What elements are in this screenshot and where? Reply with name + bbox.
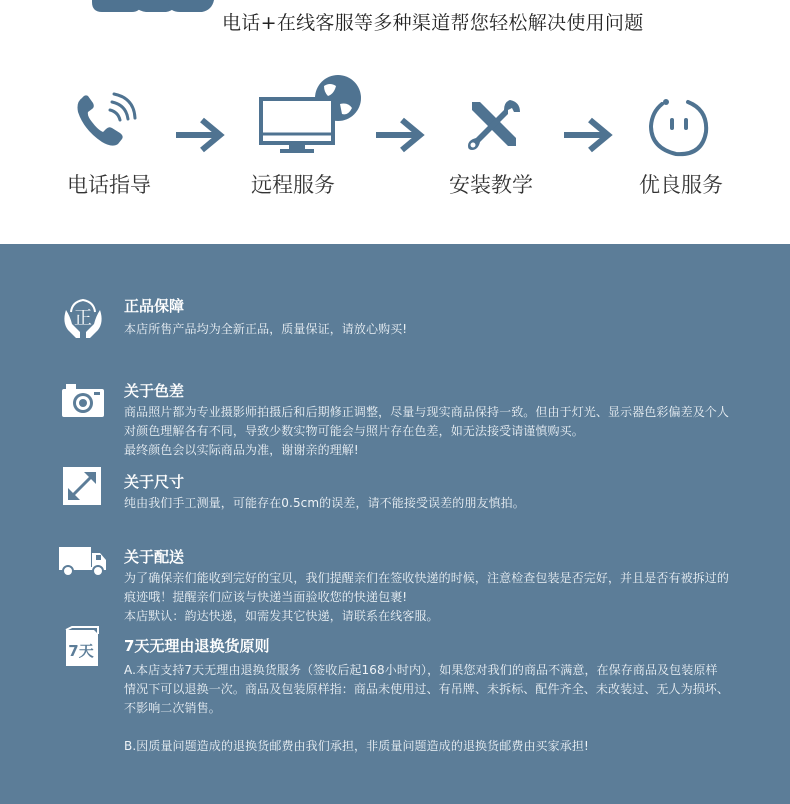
smile-icon: [646, 96, 712, 160]
section-title-authentic: 正品保障: [124, 297, 185, 315]
arrow-right-icon: [562, 116, 614, 154]
resize-icon: [62, 466, 102, 506]
section-title-delivery: 关于配送: [124, 548, 185, 566]
section-text: 纯由我们手工测量，可能存在0.5cm的误差，请不能接受误差的朋友慎拍。: [124, 496, 525, 510]
section-text: 不影响二次销售。: [124, 701, 221, 715]
section-text: B.因质量问题造成的退换货邮费由我们承担，非质量问题造成的退换货邮费由买家承担!: [124, 739, 589, 753]
arrow-right-icon: [174, 116, 226, 154]
service-tagline: 电话+在线客服等多种渠道帮您轻松解决使用问题: [222, 12, 644, 34]
section-text: A.本店支持7天无理由退换货服务（签收后起168小时内），如果您对我们的商品不满意，在保存商品及包装原样: [124, 663, 718, 677]
truck-icon: [58, 545, 108, 577]
arrow-right-icon: [374, 116, 426, 154]
flow-label-service: 优良服务: [639, 173, 723, 197]
authentic-hands-icon: [60, 296, 106, 342]
section-title-color: 关于色差: [124, 382, 185, 400]
section-title-return: 7天无理由退换货原则: [124, 637, 270, 655]
monitor-globe-icon: [258, 74, 364, 154]
section-text: 本店所售产品均为全新正品，质量保证，请放心购买!: [124, 322, 408, 336]
section-text: 痕迹哦！提醒亲们应该与快递当面验收您的快递包裹!: [124, 590, 408, 604]
section-text: 最终颜色会以实际商品为准，谢谢亲的理解!: [124, 443, 359, 457]
section-text: 对颜色理解各有不同，导致少数实物可能会与照片存在色差，如无法接受请谨慎购买。: [124, 424, 584, 438]
tools-icon: [466, 98, 522, 154]
service-channels-banner: [0, 0, 790, 244]
customer-service-group-icon: [88, 0, 218, 18]
flow-label-install: 安装教学: [449, 173, 533, 197]
svg-text:正: 正: [74, 308, 92, 329]
flow-label-remote: 远程服务: [251, 173, 335, 197]
section-text: 本店默认：韵达快递，如需发其它快递，请联系在线客服。: [124, 609, 439, 623]
section-title-size: 关于尺寸: [124, 473, 185, 491]
section-text: 为了确保亲们能收到完好的宝贝，我们提醒亲们在签收快递的时候，注意检查包装是否完好，并且是否有被拆过的: [124, 571, 730, 585]
section-text: 商品照片都为专业摄影师拍摄后和后期修正调整，尽量与现实商品保持一致。但由于灯光、显示器色彩偏差及个人: [124, 405, 730, 419]
camera-icon: [60, 383, 106, 419]
svg-text:7天: 7天: [68, 642, 94, 660]
phone-icon: [72, 92, 138, 152]
seven-day-return-icon: [64, 626, 100, 668]
flow-label-phone: 电话指导: [67, 173, 151, 197]
section-text: 情况下可以退换一次。商品及包装原样指：商品未使用过、有吊牌、未拆标、配件齐全、未改装过、无人为损坏、: [124, 682, 730, 696]
